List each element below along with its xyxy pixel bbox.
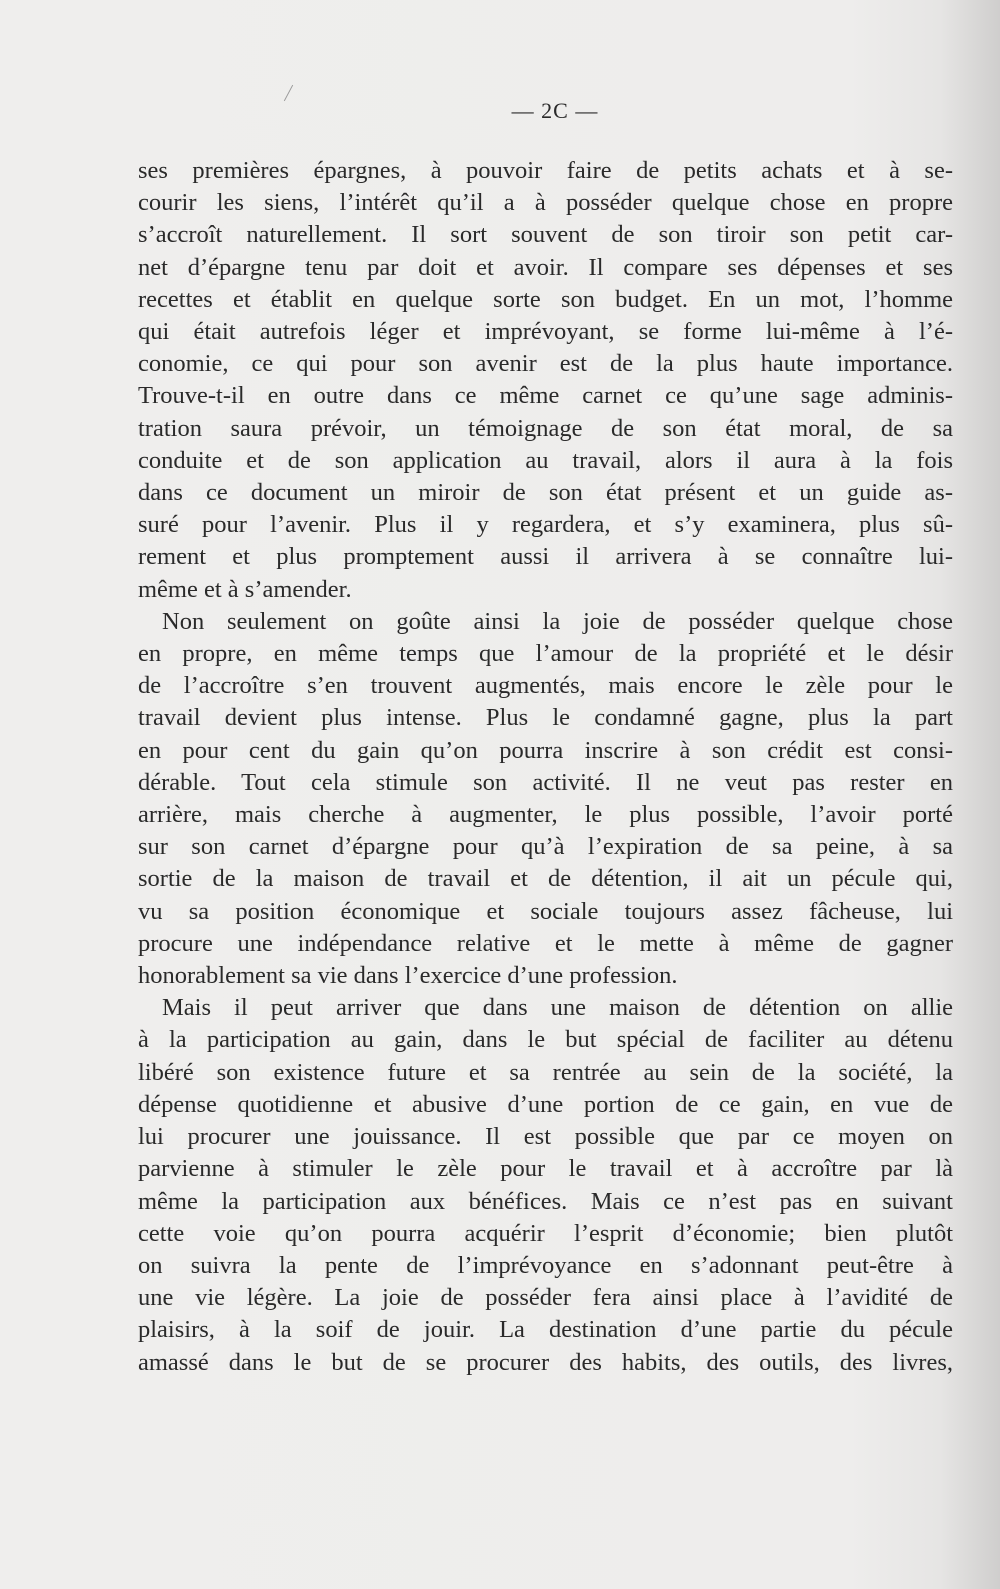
text-line: sortie de la maison de travail et de détention, il ait un pécule qui, [138,865,953,893]
text-line: conomie, ce qui pour son avenir est de la plus haute importance. [138,350,953,378]
text-line: sur son carnet d’épargne pour qu’à l’expiration de sa peine, à sa [138,833,953,861]
text-line: travail devient plus intense. Plus le condamné gagne, plus la part [138,704,953,732]
text-line: on suivra la pente de l’imprévoyance en s’adonnant peut-être à [138,1251,953,1279]
text-line: à la participation au gain, dans le but spécial de faciliter au détenu [138,1026,953,1054]
page-number: — 2C — [511,98,599,123]
text-line: en propre, en même temps que l’amour de la propriété et le désir [138,640,953,668]
text-line: suré pour l’avenir. Plus il y regardera, et s’y examinera, plus sû- [138,511,953,539]
body-text [138,155,953,1379]
text-line: plaisirs, à la soif de jouir. La destination d’une partie du pécule [138,1316,953,1344]
text-line: de l’accroître s’en trouvent augmentés, mais encore le zèle pour le [138,672,953,700]
text-line: vu sa position économique et sociale toujours assez fâcheuse, lui [138,897,953,925]
text-line: recettes et établit en quelque sorte son budget. En un mot, l’homme [138,285,953,313]
text-line: tration saura prévoir, un témoignage de son état moral, de sa [138,414,953,442]
text-line: Non seulement on goûte ainsi la joie de posséder quelque chose [162,607,953,635]
text-line: dans ce document un miroir de son état présent et un guide as- [138,479,953,507]
text-line: cette voie qu’on pourra acquérir l’esprit d’économie; bien plutôt [138,1219,953,1247]
text-line: même et à s’amender. [138,575,352,603]
text-line: procure une indépendance relative et le mette à même de gagner [138,929,953,957]
text-line: s’accroît naturellement. Il sort souvent de son tiroir son petit car- [138,221,953,249]
text-line: libéré son existence future et sa rentrée au sein de la société, la [138,1058,953,1086]
text-line: ses premières épargnes, à pouvoir faire de petits achats et à se- [138,157,953,184]
text-line: rement et plus promptement aussi il arrivera à se connaître lui- [138,543,953,571]
text-line: même la participation aux bénéfices. Mais ce n’est pas en suivant [138,1187,953,1215]
text-line: arrière, mais cherche à augmenter, le plus possible, l’avoir porté [138,801,953,829]
text-line: en pour cent du gain qu’on pourra inscrire à son crédit est consi- [138,736,953,764]
text-line: net d’épargne tenu par doit et avoir. Il compare ses dépenses et ses [138,253,953,281]
text-line: parvienne à stimuler le zèle pour le travail et à accroître par là [138,1155,953,1183]
text-line: qui était autrefois léger et imprévoyant, se forme lui-même à l’é- [138,318,953,346]
text-line: dérable. Tout cela stimule son activité. Il ne veut pas rester en [138,768,953,796]
text-line: dépense quotidienne et abusive d’une portion de ce gain, en vue de [138,1090,953,1118]
text-line: amassé dans le but de se procurer des habits, des outils, des livres, [138,1348,953,1376]
text-line: conduite et de son application au travail, alors il aura à la fois [138,446,953,474]
text-line: Mais il peut arriver que dans une maison de détention on allie [162,994,953,1022]
text-line: honorablement sa vie dans l’exercice d’une profession. [138,962,678,990]
text-line: lui procurer une jouissance. Il est possible que par ce moyen on [138,1123,953,1151]
text-line: Trouve-t-il en outre dans ce même carnet ce qu’une sage adminis- [138,382,953,410]
text-line: courir les siens, l’intérêt qu’il a à posséder quelque chose en propre [138,189,953,217]
text-line: une vie légère. La joie de posséder fera ainsi place à l’avidité de [138,1284,953,1312]
